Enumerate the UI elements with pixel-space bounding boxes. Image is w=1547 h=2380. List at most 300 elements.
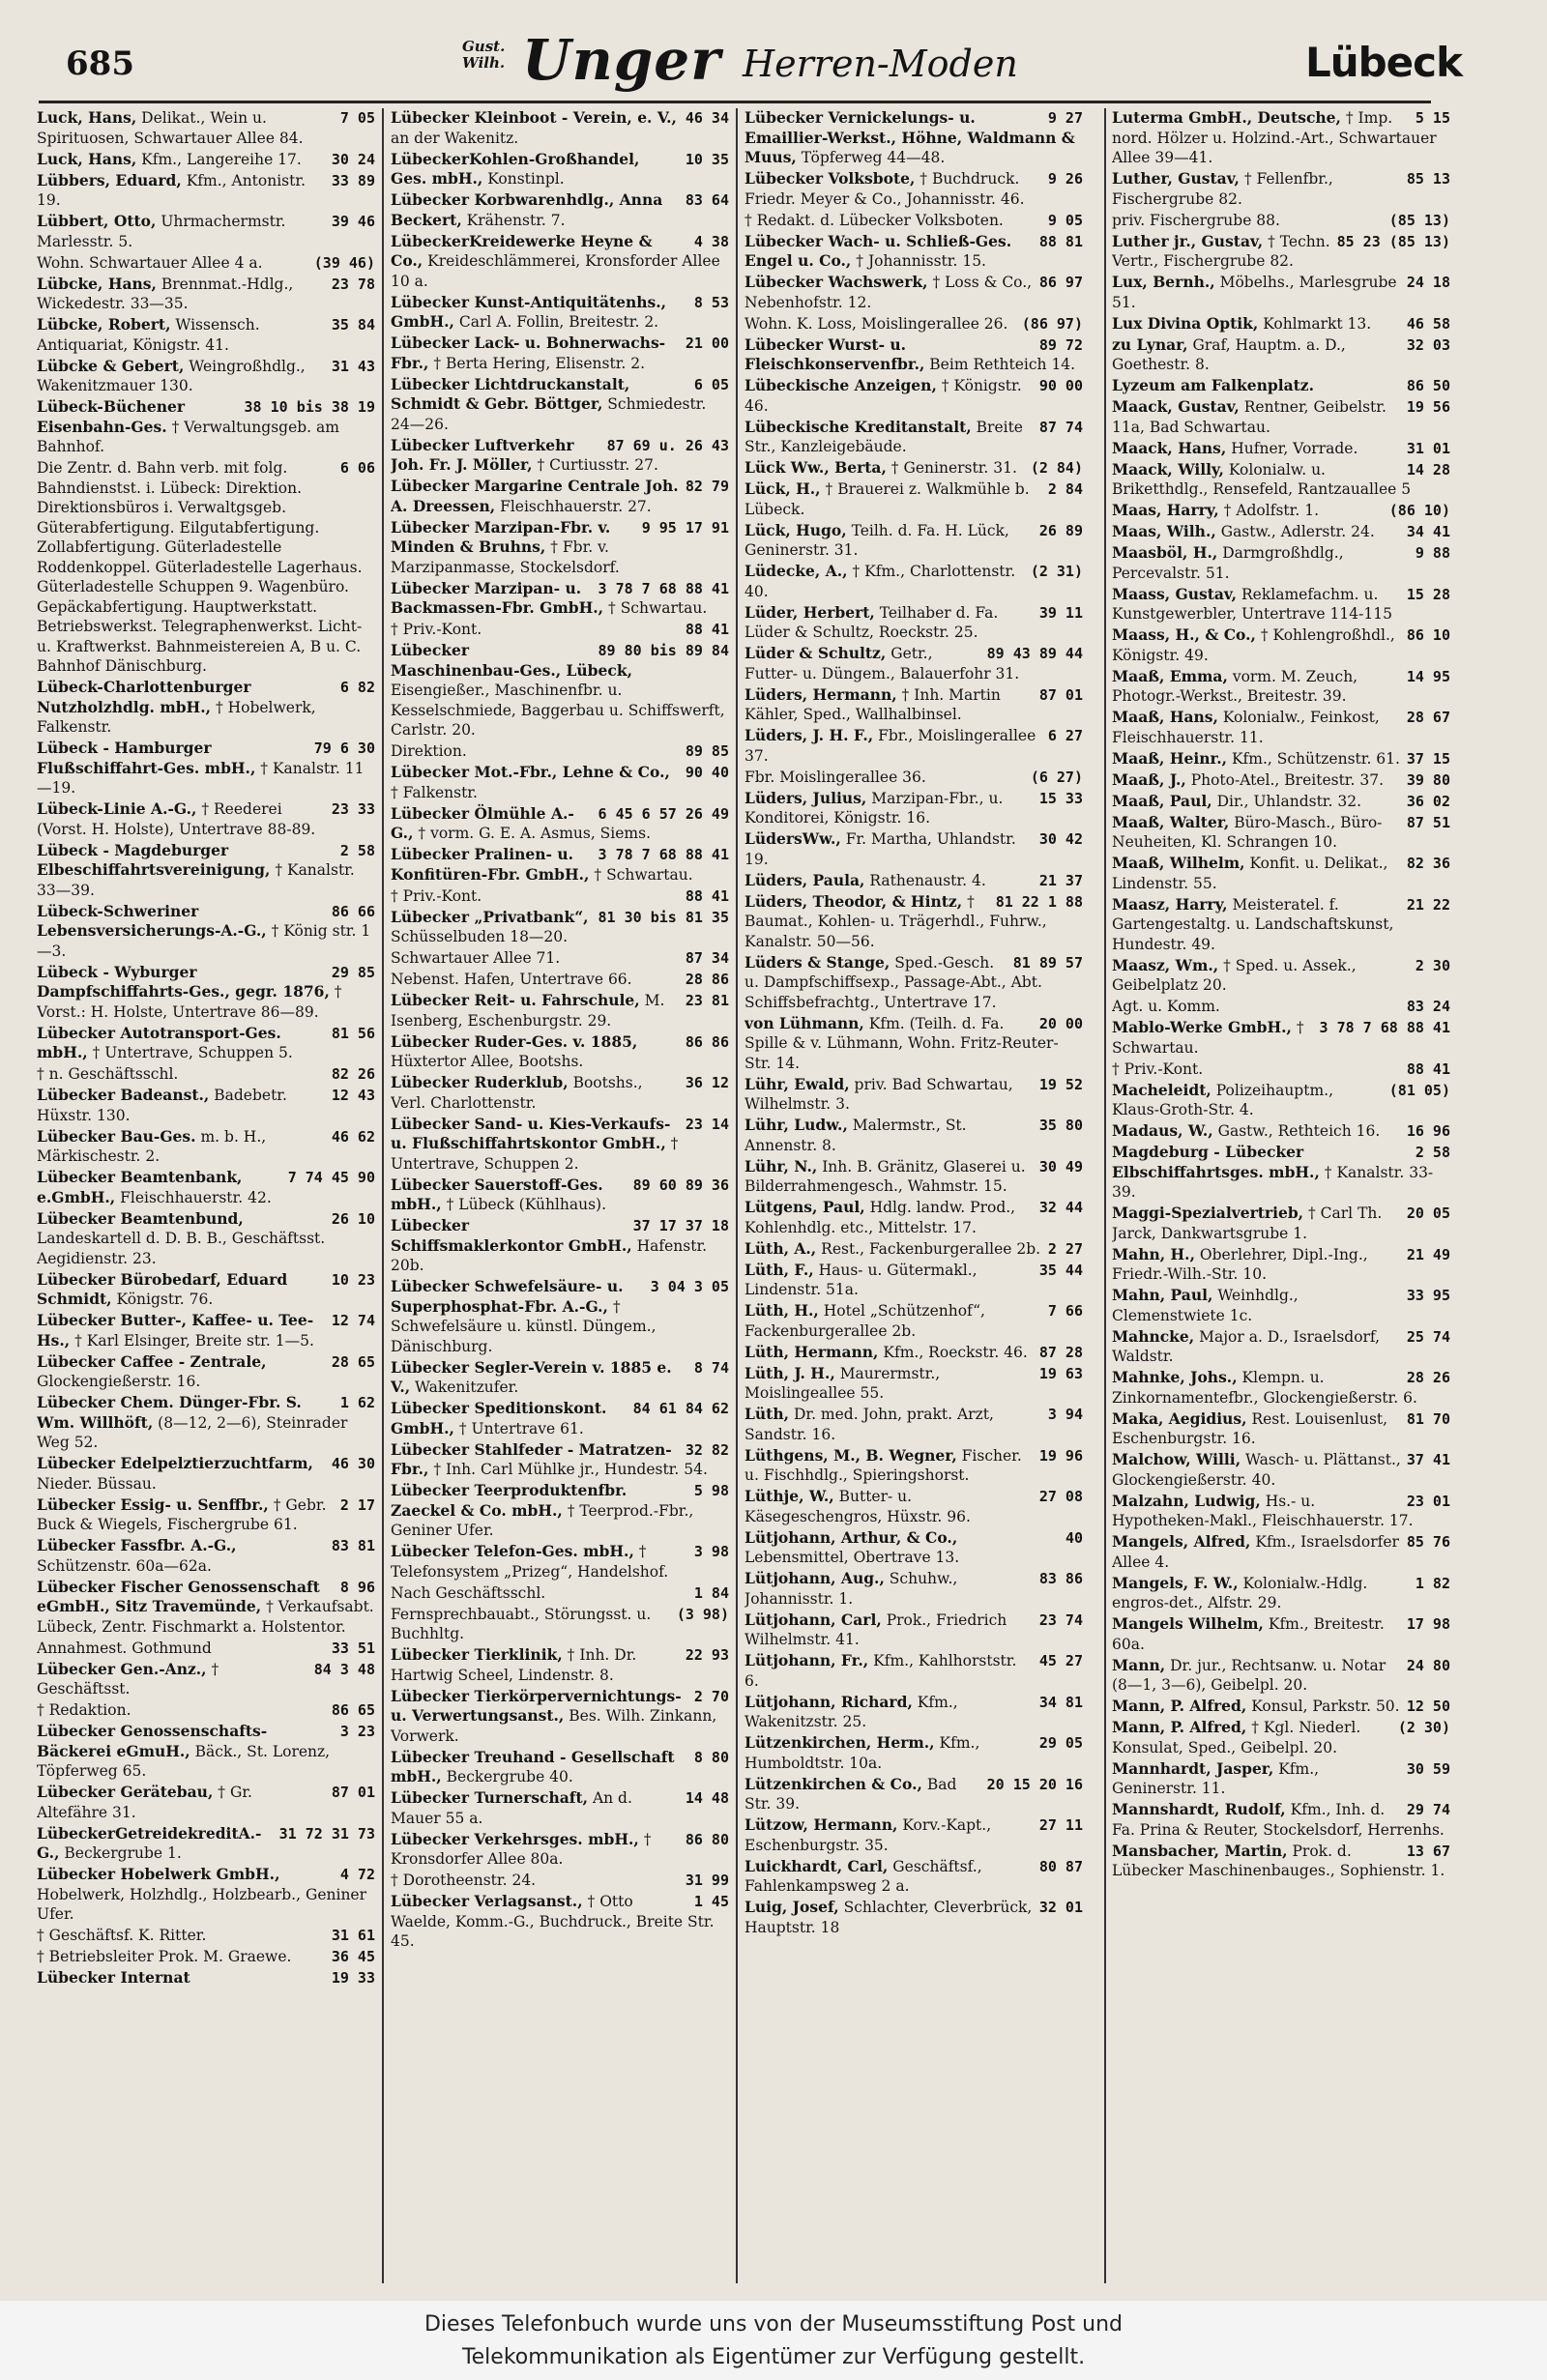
directory-entry <box>1112 1656 1450 1696</box>
phone-number: 3 78 7 68 88 41 <box>598 846 729 863</box>
entry-detail: † Schwefelsäure u. künstl. Düngem., Dänischburg. <box>391 1297 657 1355</box>
phone-number: (39 46) <box>313 253 375 272</box>
phone-number: (85 13) <box>1388 211 1450 229</box>
entry-detail: † Teerprod.-Fbr., Geniner Ufer. <box>391 1501 694 1539</box>
phone-number: 88 41 <box>685 886 729 905</box>
phone-number: 1 84 <box>693 1583 729 1602</box>
phone-number: 6 82 <box>339 679 375 696</box>
directory-column-3 <box>744 108 1083 2288</box>
phone-number: 87 28 <box>1038 1343 1083 1361</box>
directory-entry <box>744 726 1083 766</box>
entry-name: Lütjohann, Arthur, & Co., <box>744 1527 958 1547</box>
entry-name: Mann, P. Alfred, <box>1112 1718 1247 1736</box>
phone-number: 31 99 <box>685 1872 729 1889</box>
page-number: 685 <box>66 44 134 83</box>
entry-detail: Königstr. 76. <box>116 1291 214 1308</box>
entry-detail: Schmiedestr. 24—26. <box>391 395 707 433</box>
phone-number: 17 98 <box>1406 1615 1450 1633</box>
directory-column-2 <box>391 108 729 2288</box>
entry-detail: Kfm., Israelsdorfer Allee 4. <box>1112 1533 1399 1571</box>
directory-entry <box>391 845 729 885</box>
phone-number: 88 41 <box>1406 1059 1450 1078</box>
directory-entry <box>744 1487 1083 1526</box>
entry-name: Luck, Hans, <box>37 108 137 127</box>
phone-number: (2 30) <box>1397 1719 1450 1736</box>
directory-entry <box>391 293 729 333</box>
entry-name: Lützenkirchen & Co., <box>744 1774 922 1793</box>
entry-name: Lübecker „Privatbank“, <box>391 907 589 926</box>
entry-name: Maaß, Wilhelm, <box>1112 854 1245 872</box>
phone-number: 85 23 (85 13) <box>1336 232 1450 250</box>
directory-entry <box>744 314 1083 334</box>
entry-detail: Fbr., Moislingerallee 37. <box>744 727 1036 765</box>
entry-detail: Bad Str. 39. <box>744 1775 957 1813</box>
directory-entry <box>744 1014 1083 1074</box>
directory-entry <box>744 335 1083 375</box>
entry-detail: † Baumat., Kohlen- u. Trägerhdl., Fuhrw., Kanalstr. 50—56. <box>744 892 1047 950</box>
phone-number: 89 60 89 36 <box>632 1175 729 1194</box>
entry-name: Lübecker Tierklinik, <box>391 1645 563 1664</box>
phone-number: (86 97) <box>1021 314 1083 333</box>
entry-detail: Malermstr., St. Annenstr. 8. <box>744 1117 967 1154</box>
phone-number: 32 44 <box>1038 1199 1083 1216</box>
directory-entry <box>1112 708 1450 747</box>
entry-detail: † Carl Th. Jarck, Dankwartsgrube 1. <box>1112 1205 1383 1242</box>
entry-detail: Kfm., Geninerstr. 11. <box>1112 1759 1320 1797</box>
entry-detail: Prok., Friedrich Wilhelmstr. 41. <box>744 1611 1007 1648</box>
entry-name: Lübecker Stahlfeder - Matratzen-Fbr., <box>391 1439 672 1478</box>
phone-number: 27 08 <box>1038 1488 1083 1505</box>
phone-number: 9 88 <box>1415 544 1450 562</box>
entry-detail: Fernsprechbauabt., Störungsst. u. Buchhltg. <box>391 1605 652 1642</box>
entry-detail: Inh. B. Gränitz, Glaserei u. Bilderrahmengesch., Wahmstr. 15. <box>744 1157 1026 1195</box>
directory-entry <box>1112 854 1450 893</box>
phone-number: 84 3 48 <box>313 1660 375 1678</box>
entry-name: Lüder, Herbert, <box>744 602 875 622</box>
entry-name: Lüthgens, M., B. Wegner, <box>744 1445 957 1465</box>
directory-entry <box>391 190 729 230</box>
directory-entry <box>744 479 1083 519</box>
phone-number: 5 15 <box>1415 109 1450 127</box>
directory-entry <box>391 1481 729 1541</box>
entry-name: Lübeck-Büchener Eisenbahn-Ges. <box>37 397 186 436</box>
directory-entry <box>1112 335 1450 375</box>
entry-detail: Rentner, Geibelstr. 11a, Bad Schwartau. <box>1112 398 1386 436</box>
phone-number: (86 10) <box>1388 502 1450 519</box>
directory-entry <box>37 1700 375 1721</box>
entry-name: Lübecker Beamtenbank, e.GmbH., <box>37 1168 243 1206</box>
directory-entry <box>37 1393 375 1453</box>
entry-detail: † Falkenstr. <box>391 783 478 801</box>
directory-entry <box>744 562 1083 601</box>
entry-name: Lübecker Wurst- u. Fleischkonservenfbr., <box>744 334 925 373</box>
entry-detail: Teilhaber d. Fa. Lüder & Schultz, Roeckstr. 25. <box>744 603 999 641</box>
entry-detail: Delikat., Wein u. Spirituosen, Schwartauer Allee 84. <box>37 109 304 147</box>
directory-entry <box>37 1495 375 1535</box>
phone-number: 3 98 <box>693 1543 729 1560</box>
entry-name: Maasz, Wm., <box>1112 955 1219 974</box>
directory-entry <box>744 685 1083 725</box>
entry-name: Lübecker Bau-Ges. <box>37 1126 196 1146</box>
directory-entry <box>37 841 375 901</box>
entry-detail: Schlachter, Cleverbrück, Hauptstr. 18 <box>744 1899 1033 1936</box>
entry-detail: An d. Mauer 55 a. <box>391 1789 632 1827</box>
entry-name: Lübecker Gen.-Anz., <box>37 1659 207 1678</box>
directory-entry <box>744 1815 1083 1855</box>
directory-entry <box>391 477 729 516</box>
phone-number: 29 74 <box>1406 1801 1450 1818</box>
phone-number: 89 80 bis 89 84 <box>598 642 729 659</box>
directory-entry <box>391 150 729 189</box>
entry-name: Lüders, Theodor, & Hintz, <box>744 891 963 911</box>
directory-entry <box>37 1660 375 1699</box>
entry-detail: † Priv.-Kont. <box>391 621 482 638</box>
directory-entry <box>391 375 729 435</box>
entry-name: Lütjohann, Richard, <box>744 1692 913 1711</box>
phone-number: 37 41 <box>1406 1451 1450 1468</box>
entry-detail: Darmgroßhdlg., Percevalstr. 51. <box>1112 544 1344 582</box>
entry-detail: † Vorst.: H. Holste, Untertrave 86—89. <box>37 983 342 1021</box>
directory-entry <box>744 953 1083 1013</box>
directory-entry <box>1112 792 1450 812</box>
directory-entry <box>391 1358 729 1398</box>
directory-entry <box>744 1198 1083 1237</box>
directory-entry <box>1112 1718 1450 1757</box>
entry-name: Lübecker Schiffsmaklerkontor GmbH., <box>391 1216 632 1255</box>
phone-number: 83 64 <box>685 191 729 209</box>
entry-detail: † Kanalstr. 33—39. <box>37 861 355 899</box>
entry-detail: † Verwaltungsgeb. am Bahnhof. <box>37 418 339 455</box>
entry-detail: Kfm., Roeckstr. 46. <box>883 1343 1028 1361</box>
directory-entry <box>744 892 1083 952</box>
entry-name: Maass, Gustav, <box>1112 584 1238 603</box>
phone-number: 21 00 <box>685 334 729 352</box>
directory-entry <box>744 1651 1083 1691</box>
entry-detail: Bäck., St. Lorenz, Töpferweg 65. <box>37 1742 331 1780</box>
phone-number: 39 80 <box>1406 770 1450 789</box>
entry-detail: † Geninerstr. 31. <box>890 459 1017 477</box>
directory-entry <box>1112 997 1450 1017</box>
entry-name: Lüth, Hermann, <box>744 1342 879 1361</box>
phone-number: 84 61 84 62 <box>632 1400 729 1417</box>
entry-name: zu Lynar, <box>1112 334 1188 354</box>
entry-detail: † Kanalstr. 33-39. <box>1112 1163 1434 1201</box>
directory-entry <box>37 1086 375 1125</box>
entry-detail: † Sped. u. Assek., Geibelplatz 20. <box>1112 956 1357 994</box>
entry-detail: Kfm., Inh. d. Fa. Prina & Reuter, Stockelsdorf, Herrenhs. <box>1112 1801 1445 1839</box>
directory-entry <box>37 1639 375 1659</box>
phone-number: 1 82 <box>1415 1574 1450 1592</box>
entry-name: Maack, Gustav, <box>1112 397 1240 416</box>
phone-number: 82 26 <box>331 1065 375 1083</box>
entry-detail: Badebetr. Hüxstr. 130. <box>37 1087 287 1124</box>
entry-name: Lüders, J. H. F., <box>744 726 874 744</box>
directory-entry <box>37 1168 375 1207</box>
entry-detail: Sped.-Gesch. u. Dampfschiffsexp., Passage-Abt., Abt. Schiffsbefrachtg., Untertrave 17. <box>744 953 1042 1011</box>
entry-detail: Reklamefachm. u. Kunstgewerbler, Untertrave 114-115 <box>1112 585 1392 623</box>
directory-entry <box>1112 1614 1450 1654</box>
phone-number: 36 02 <box>1406 792 1450 810</box>
entry-detail: priv. Bad Schwartau, Wilhelmstr. 3. <box>744 1075 1013 1113</box>
entry-name: Lübcke, Robert, <box>37 315 171 334</box>
entry-detail: † Betriebsleiter Prok. M. Graewe. <box>37 1948 292 1965</box>
phone-number: 36 12 <box>685 1074 729 1091</box>
entry-detail: Hüxtertor Allee, Bootshs. <box>391 1053 584 1070</box>
phone-number: 87 01 <box>331 1784 375 1801</box>
entry-detail: Schuhw., Johannisstr. 1. <box>744 1570 958 1608</box>
phone-number: 86 97 <box>1038 274 1083 291</box>
entry-detail: Hs.- u. Hypotheken-Makl., Fleischhauerstr. 17. <box>1112 1492 1414 1529</box>
phone-number: 36 45 <box>331 1948 375 1965</box>
entry-name: Lück Ww., Berta, <box>744 458 887 477</box>
entry-detail: † Berta Hering, Elisenstr. 2. <box>433 354 646 372</box>
brand-prefix: Gust. Wilh. <box>462 38 506 72</box>
entry-name: Lübecker Tierkörpervernichtungs- u. Verwertungsanst., <box>391 1686 682 1725</box>
phone-number: 81 22 1 88 <box>995 892 1083 911</box>
directory-entry <box>744 211 1083 231</box>
directory-entry <box>744 1405 1083 1444</box>
phone-number: 33 89 <box>331 171 375 189</box>
directory-entry <box>391 1277 729 1356</box>
phone-number: 81 56 <box>331 1024 375 1042</box>
directory-entry <box>391 886 729 907</box>
entry-name: Luickhardt, Carl, <box>744 1856 889 1875</box>
directory-entry <box>744 418 1083 457</box>
directory-entry <box>37 1127 375 1167</box>
phone-number: 9 95 17 91 <box>641 518 729 537</box>
phone-number: 30 24 <box>331 150 375 168</box>
header-rule <box>39 101 1431 103</box>
phone-number: 46 34 <box>685 109 729 127</box>
phone-number: 19 63 <box>1038 1364 1083 1382</box>
entry-name: LüdersWw., <box>744 829 841 848</box>
phone-number: 9 27 <box>1047 109 1083 127</box>
phone-number: 23 74 <box>1038 1611 1083 1629</box>
entry-name: Madaus, W., <box>1112 1121 1213 1140</box>
directory-entry <box>744 1446 1083 1486</box>
directory-entry <box>391 804 729 844</box>
directory-entry <box>1112 1204 1450 1243</box>
directory-entry <box>37 678 375 738</box>
phone-number: 4 38 <box>693 232 729 250</box>
entry-detail: † Schwartau. <box>1112 1019 1304 1057</box>
directory-entry <box>391 1892 729 1952</box>
entry-name: Lübecker Marzipan-Fbr. v. Minden & Bruhns, <box>391 517 611 556</box>
phone-number: 6 06 <box>339 459 375 477</box>
entry-name: Malchow, Willi, <box>1112 1450 1241 1468</box>
entry-detail: Photo-Atel., Breitestr. 37. <box>1190 770 1385 789</box>
entry-detail: Wasch- u. Plättanst., Glockengießerstr. 40. <box>1112 1451 1401 1489</box>
entry-name: Maaß, Walter, <box>1112 812 1230 831</box>
directory-entry <box>37 1783 375 1822</box>
phone-number: 35 84 <box>331 316 375 334</box>
phone-number: 15 33 <box>1038 789 1083 807</box>
entry-name: Lübeck - Magdeburger Elbeschiffahrtsvereinigung, <box>37 840 271 879</box>
phone-number: 82 36 <box>1406 855 1450 872</box>
entry-name: Lütjohann, Aug., <box>744 1569 885 1587</box>
phone-number: 12 74 <box>331 1312 375 1329</box>
entry-name: Lübecker Lichtdruckanstalt, Schmidt & Gebr. Böttger, <box>391 374 630 413</box>
entry-name: Lübecker Marzipan- u. Backmassen-Fbr. GmbH., <box>391 578 604 617</box>
entry-name: Lübecker Vernickelungs- u. Emaillier-Werkst., Höhne, Waldmann & Muus, <box>744 108 1075 166</box>
phone-number: 10 23 <box>331 1270 375 1289</box>
phone-number: 22 93 <box>685 1646 729 1664</box>
entry-name: Luther, Gustav, <box>1112 169 1240 188</box>
phone-number: 2 27 <box>1047 1239 1083 1258</box>
phone-number: 88 41 <box>685 621 729 638</box>
directory-entry <box>391 763 729 802</box>
directory-entry <box>1112 1121 1450 1142</box>
phone-number: 86 65 <box>331 1701 375 1719</box>
phone-number: 3 94 <box>1047 1406 1083 1423</box>
entry-detail: † Inh. Carl Mühlke jr., Hundestr. 54. <box>433 1461 708 1478</box>
directory-entry <box>744 169 1083 209</box>
directory-entry <box>37 1968 375 1988</box>
entry-name: Lübecker Chem. Dünger-Fbr. S. Wm. Willhöft, <box>37 1393 302 1432</box>
directory-entry <box>37 357 375 396</box>
entry-name: Mahncke, <box>1112 1326 1195 1346</box>
brand-suffix: Herren-Moden <box>743 43 1018 85</box>
entry-detail: Konsul, Parkstr. 50. <box>1251 1698 1400 1715</box>
entry-detail: † Inh. Martin Kähler, Sped., Wallhalbinsel. <box>744 685 1001 723</box>
entry-detail: Major a. D., Israelsdorf, Waldstr. <box>1112 1327 1381 1365</box>
phone-number: 8 53 <box>693 293 729 311</box>
entry-name: Lübcke, Hans, <box>37 274 157 293</box>
directory-entry <box>37 1824 375 1864</box>
entry-name: Lübecker Maschinenbau-Ges., Lübeck, <box>391 641 632 680</box>
phone-number: 2 58 <box>1415 1144 1450 1161</box>
entry-name: Lüth, H., <box>744 1301 819 1320</box>
entry-name: Lützenkirchen, Herm., <box>744 1733 935 1752</box>
entry-name: Lüth, <box>744 1405 789 1423</box>
entry-detail: † Lübeck (Kühlhaus). <box>446 1196 607 1213</box>
directory-entry <box>391 1605 729 1644</box>
entry-detail: † Kronsdorfer Allee 80a. <box>391 1830 652 1868</box>
phone-number: 46 62 <box>331 1127 375 1146</box>
city-heading: Lübeck <box>1304 39 1462 86</box>
directory-entry <box>1112 1800 1450 1840</box>
entry-detail: † Imp. nord. Hölzer u. Holzind.-Art., Schwartauer Allee 39—41. <box>1112 109 1437 166</box>
entry-detail: Polizeihauptm., Klaus-Groth-Str. 4. <box>1112 1081 1334 1118</box>
entry-name: Lübecker Badeanst., <box>37 1086 210 1104</box>
entry-name: Lübecker Telefon-Ges. mbH., <box>391 1542 634 1560</box>
brand-name: Unger <box>522 27 721 93</box>
directory-entry <box>1112 108 1450 168</box>
entry-name: Maack, Willy, <box>1112 459 1224 479</box>
entry-name: Lübecker Kunst-Antiquitätenhs., GmbH., <box>391 292 667 331</box>
directory-entry <box>744 789 1083 828</box>
phone-number: 25 74 <box>1406 1327 1450 1346</box>
phone-number: 83 86 <box>1038 1570 1083 1587</box>
phone-number: 20 05 <box>1406 1205 1450 1222</box>
entry-detail: † Buchdruck. Friedr. Meyer & Co., Johannisstr. 46. <box>744 170 1025 208</box>
entry-name: Maaß, Emma, <box>1112 666 1228 685</box>
phone-number: 30 42 <box>1038 830 1083 848</box>
entry-detail: Weingroßhdlg., Wakenitzmauer 130. <box>37 357 306 394</box>
entry-name: Lübecker Genossenschafts-Bäckerei eGmuH., <box>37 1722 268 1760</box>
entry-detail: † Schwartau. <box>608 599 708 617</box>
directory-entry <box>391 1645 729 1685</box>
phone-number: 14 28 <box>1406 460 1450 479</box>
directory-entry <box>37 902 375 962</box>
entry-detail: Haus- u. Gütermakl., Lindenstr. 51a. <box>744 1261 978 1298</box>
page-header <box>39 27 1462 97</box>
entry-detail: Schützenstr. 60a—62a. <box>37 1556 212 1575</box>
entry-detail: † Gebr. Buck & Wiegels, Fischergrube 61. <box>37 1495 327 1533</box>
entry-name: Mann, P. Alfred, <box>1112 1697 1247 1715</box>
entry-name: Lütgens, Paul, <box>744 1198 865 1216</box>
phone-number: 19 56 <box>1406 398 1450 416</box>
entry-detail: Fr. Martha, Uhlandstr. 19. <box>744 830 1016 868</box>
directory-entry <box>744 1611 1083 1650</box>
directory-entry <box>391 1830 729 1870</box>
column-divider <box>736 108 738 2283</box>
phone-number: 4 72 <box>339 1866 375 1883</box>
directory-entry <box>37 1722 375 1782</box>
entry-detail: † Königstr. 46. <box>744 377 1022 415</box>
phone-number: 80 87 <box>1038 1857 1083 1875</box>
phone-number: 46 58 <box>1406 314 1450 333</box>
entry-name: Lüders, Julius, <box>744 788 867 807</box>
entry-name: Lübecker Bürobedarf, Eduard Schmidt, <box>37 1269 288 1308</box>
entry-name: Lübeck - Hamburger Flußschiffahrt-Ges. mbH., <box>37 739 256 777</box>
column-divider <box>1104 108 1106 2283</box>
entry-name: Lübeckische Anzeigen, <box>744 376 937 394</box>
entry-name: Mangels Wilhelm, <box>1112 1614 1264 1633</box>
phone-number: 29 05 <box>1038 1734 1083 1752</box>
directory-entry <box>744 376 1083 416</box>
phone-number: 16 96 <box>1406 1122 1450 1140</box>
entry-name: Mannshardt, Rudolf, <box>1112 1800 1286 1818</box>
directory-entry <box>391 1542 729 1582</box>
directory-entry <box>391 1175 729 1215</box>
directory-entry <box>1112 1532 1450 1572</box>
entry-detail: † Priv.-Kont. <box>1112 1059 1204 1078</box>
directory-entry <box>744 1301 1083 1341</box>
phone-number: 28 67 <box>1406 709 1450 726</box>
entry-name: Lübecker Ölmühle A.-G., <box>391 803 574 842</box>
entry-detail: Annahmest. Gothmund <box>37 1639 212 1657</box>
phone-number: 81 89 57 <box>1012 953 1083 972</box>
phone-number: 1 62 <box>339 1394 375 1411</box>
entry-detail: Fleischhauerstr. 27. <box>500 497 652 515</box>
phone-number: 86 66 <box>331 902 375 920</box>
entry-name: Lüth, J. H., <box>744 1363 835 1382</box>
entry-detail: Kolonialw. u. Briketthdlg., Rensefeld, Rantzauallee 5 <box>1112 460 1412 498</box>
directory-entry <box>1112 895 1450 955</box>
phone-number: 7 05 <box>339 109 375 127</box>
directory-entry <box>391 334 729 373</box>
entry-name: Lux, Bernh., <box>1112 273 1215 291</box>
entry-detail: † Otto Waelde, Komm.-G., Buchdruck., Breite Str. 45. <box>391 1893 715 1950</box>
phone-number: 19 96 <box>1038 1446 1083 1465</box>
entry-name: Lübecker Teerproduktenfbr. Zaeckel & Co. mbH., <box>391 1481 628 1520</box>
directory-entry <box>744 521 1083 561</box>
phone-number: 3 04 3 05 <box>650 1278 729 1295</box>
entry-detail: Fbr. Moislingerallee 36. <box>744 768 926 786</box>
directory-entry <box>391 1788 729 1828</box>
entry-name: Lübbers, Eduard, <box>37 170 182 189</box>
directory-entry <box>1112 1368 1450 1408</box>
phone-number: 7 66 <box>1047 1302 1083 1320</box>
entry-name: Lübecker Verlagsanst., <box>391 1892 583 1910</box>
phone-number: 23 01 <box>1406 1492 1450 1510</box>
directory-entry <box>744 232 1083 272</box>
entry-name: Mangels, F. W., <box>1112 1573 1239 1592</box>
phone-number: 86 80 <box>685 1830 729 1848</box>
directory-entry <box>391 641 729 740</box>
entry-detail: Kohlmarkt 13. <box>1263 314 1372 333</box>
